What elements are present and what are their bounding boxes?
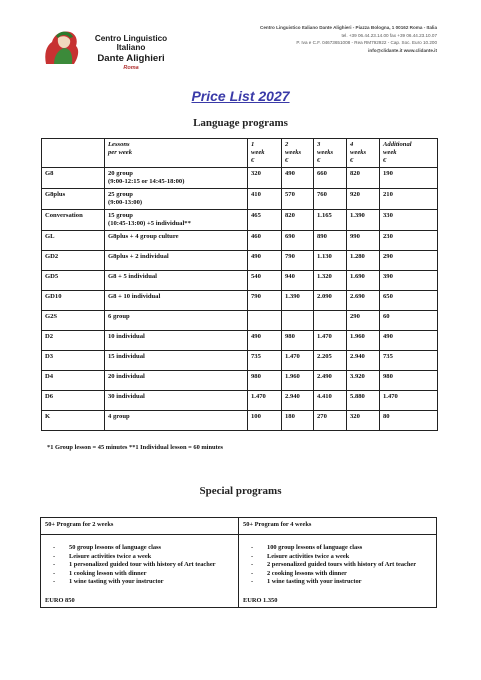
price-3-weeks: 1.165 <box>314 210 347 231</box>
program-price: EURO 1.350 <box>243 596 278 604</box>
price-additional-week: 1.470 <box>380 391 438 411</box>
table-row <box>42 331 438 351</box>
price-additional-week: 80 <box>380 411 438 431</box>
table-row <box>42 391 438 411</box>
price-4-weeks: 920 <box>347 189 380 210</box>
price-2-weeks <box>282 311 314 331</box>
program-code: G8plus <box>42 189 105 210</box>
program-item: - 50 group lessons of language class <box>69 544 234 553</box>
lesson-duration-note: *1 Group lesson = 45 minutes **1 Individual lesson = 60 minutes <box>47 444 224 451</box>
price-2-weeks: 980 <box>282 331 314 351</box>
program-item: - 1 personalized guided tour with history of Art teacher <box>69 561 234 570</box>
price-2-weeks: 1.390 <box>282 291 314 311</box>
language-programs-heading: Language programs <box>193 117 288 129</box>
column-header: 3 weeks € <box>314 139 347 168</box>
price-additional-week: 60 <box>380 311 438 331</box>
program-code: GD2 <box>42 251 105 271</box>
price-1-week: 980 <box>248 371 282 391</box>
price-4-weeks: 3.920 <box>347 371 380 391</box>
program-code: GD5 <box>42 271 105 291</box>
lessons-per-week: 30 individual <box>105 391 248 411</box>
org-name-line1: Centro Linguistico Italiano <box>94 34 168 52</box>
program-price: EURO 850 <box>45 596 75 604</box>
price-table-header <box>42 139 438 168</box>
lessons-per-week: G8 + 5 individual <box>105 271 248 291</box>
price-additional-week: 735 <box>380 351 438 371</box>
price-2-weeks: 570 <box>282 189 314 210</box>
price-3-weeks: 2.090 <box>314 291 347 311</box>
lessons-per-week: 15 group (10:45-13:00) +5 individual** <box>105 210 248 231</box>
program-title: 50+ Program for 2 weeks <box>41 518 239 535</box>
price-2-weeks: 690 <box>282 231 314 251</box>
org-address <box>207 24 437 54</box>
price-1-week: 790 <box>248 291 282 311</box>
price-2-weeks: 940 <box>282 271 314 291</box>
program-details <box>41 535 239 608</box>
lessons-per-week: G8 + 10 individual <box>105 291 248 311</box>
table-row <box>42 168 438 189</box>
program-code: K <box>42 411 105 431</box>
price-4-weeks: 290 <box>347 311 380 331</box>
price-3-weeks: 660 <box>314 168 347 189</box>
price-1-week: 735 <box>248 351 282 371</box>
price-additional-week: 290 <box>380 251 438 271</box>
program-code: D4 <box>42 371 105 391</box>
dante-portrait-logo <box>40 24 82 68</box>
program-code: G2S <box>42 311 105 331</box>
program-code: G8 <box>42 168 105 189</box>
price-additional-week: 980 <box>380 371 438 391</box>
price-3-weeks: 2.205 <box>314 351 347 371</box>
price-1-week: 100 <box>248 411 282 431</box>
price-4-weeks: 1.390 <box>347 210 380 231</box>
price-3-weeks: 4.410 <box>314 391 347 411</box>
lessons-per-week: 20 individual <box>105 371 248 391</box>
address-line: Centro Linguistico Italiano Dante Alighieri - Piazza Bologna, 1 00162 Roma - Italia <box>260 25 437 30</box>
program-title: 50+ Program for 4 weeks <box>239 518 437 535</box>
table-row <box>42 251 438 271</box>
price-3-weeks: 760 <box>314 189 347 210</box>
price-4-weeks: 2.690 <box>347 291 380 311</box>
lessons-per-week: 15 individual <box>105 351 248 371</box>
price-additional-week: 190 <box>380 168 438 189</box>
price-additional-week: 210 <box>380 189 438 210</box>
price-1-week: 1.470 <box>248 391 282 411</box>
price-3-weeks: 1.320 <box>314 271 347 291</box>
price-1-week: 490 <box>248 251 282 271</box>
special-programs-table <box>40 517 437 608</box>
special-programs-heading: Special programs <box>199 485 282 497</box>
price-additional-week: 390 <box>380 271 438 291</box>
price-4-weeks: 320 <box>347 411 380 431</box>
program-code: D2 <box>42 331 105 351</box>
price-3-weeks: 270 <box>314 411 347 431</box>
price-additional-week: 230 <box>380 231 438 251</box>
org-name-line3: Roma <box>123 65 139 71</box>
table-row <box>42 411 438 431</box>
phone-line: tel. +39 06.44.23.14.00 fax +39 06.44.23.10.07 <box>341 32 437 38</box>
price-4-weeks: 1.960 <box>347 331 380 351</box>
page-title: Price List 2027 <box>191 88 290 104</box>
price-2-weeks: 180 <box>282 411 314 431</box>
lessons-per-week: 4 group <box>105 411 248 431</box>
lessons-per-week: G8plus + 2 individual <box>105 251 248 271</box>
price-4-weeks: 1.690 <box>347 271 380 291</box>
lessons-per-week: G8plus + 4 group culture <box>105 231 248 251</box>
program-code: Conversation <box>42 210 105 231</box>
price-2-weeks: 1.470 <box>282 351 314 371</box>
price-additional-week: 330 <box>380 210 438 231</box>
table-row <box>42 291 438 311</box>
price-4-weeks: 990 <box>347 231 380 251</box>
price-1-week: 465 <box>248 210 282 231</box>
program-item: - 2 cooking lessons with dinner <box>267 570 432 579</box>
price-1-week <box>248 311 282 331</box>
table-row <box>42 271 438 291</box>
price-2-weeks: 820 <box>282 210 314 231</box>
org-name-line2: Dante Alighieri <box>97 53 165 64</box>
price-1-week: 410 <box>248 189 282 210</box>
lessons-per-week: 6 group <box>105 311 248 331</box>
price-additional-week: 490 <box>380 331 438 351</box>
program-item: - 1 wine tasting with your instructor <box>69 578 234 587</box>
price-4-weeks: 820 <box>347 168 380 189</box>
price-3-weeks <box>314 311 347 331</box>
program-code: GD10 <box>42 291 105 311</box>
price-3-weeks: 2.490 <box>314 371 347 391</box>
price-2-weeks: 790 <box>282 251 314 271</box>
table-row <box>42 371 438 391</box>
price-4-weeks: 1.280 <box>347 251 380 271</box>
table-row <box>42 189 438 210</box>
price-1-week: 540 <box>248 271 282 291</box>
price-3-weeks: 1.470 <box>314 331 347 351</box>
price-2-weeks: 1.960 <box>282 371 314 391</box>
price-1-week: 460 <box>248 231 282 251</box>
column-header <box>42 139 105 168</box>
program-code: D6 <box>42 391 105 411</box>
price-1-week: 320 <box>248 168 282 189</box>
program-item: - 1 wine tasting with your instructor <box>267 578 432 587</box>
column-header: 1 week € <box>248 139 282 168</box>
price-2-weeks: 2.940 <box>282 391 314 411</box>
table-row <box>42 311 438 331</box>
price-3-weeks: 1.130 <box>314 251 347 271</box>
lessons-per-week: 10 individual <box>105 331 248 351</box>
table-row <box>42 351 438 371</box>
program-code: GL <box>42 231 105 251</box>
price-1-week: 490 <box>248 331 282 351</box>
column-header: Additional week € <box>380 139 438 168</box>
program-item: - Leisure activities twice a week <box>69 553 234 562</box>
program-code: D3 <box>42 351 105 371</box>
price-table <box>41 138 438 431</box>
program-item: - Leisure activities twice a week <box>267 553 432 562</box>
tax-line: P. Iva e C.F. 04673651008 - Rea RM792922 - Cap. Soc. Euro 10.200 <box>296 40 437 46</box>
table-row <box>42 231 438 251</box>
column-header: 2 weeks € <box>282 139 314 168</box>
org-name <box>83 34 179 71</box>
column-header: Lessons per week <box>105 139 248 168</box>
price-4-weeks: 5.880 <box>347 391 380 411</box>
contact-line: info@clidante.it www.clidante.it <box>368 47 437 53</box>
price-3-weeks: 890 <box>314 231 347 251</box>
lessons-per-week: 20 group (9:00-12:15 or 14:45-18:00) <box>105 168 248 189</box>
price-additional-week: 650 <box>380 291 438 311</box>
price-2-weeks: 490 <box>282 168 314 189</box>
program-item: - 2 personalized guided tours with history of Art teacher <box>267 561 432 570</box>
lessons-per-week: 25 group (9:00-13:00) <box>105 189 248 210</box>
price-4-weeks: 2.940 <box>347 351 380 371</box>
program-details <box>239 535 437 608</box>
program-item: - 1 cooking lesson with dinner <box>69 570 234 579</box>
program-item: - 100 group lessons of language class <box>267 544 432 553</box>
column-header: 4 weeks € <box>347 139 380 168</box>
table-row <box>42 210 438 231</box>
